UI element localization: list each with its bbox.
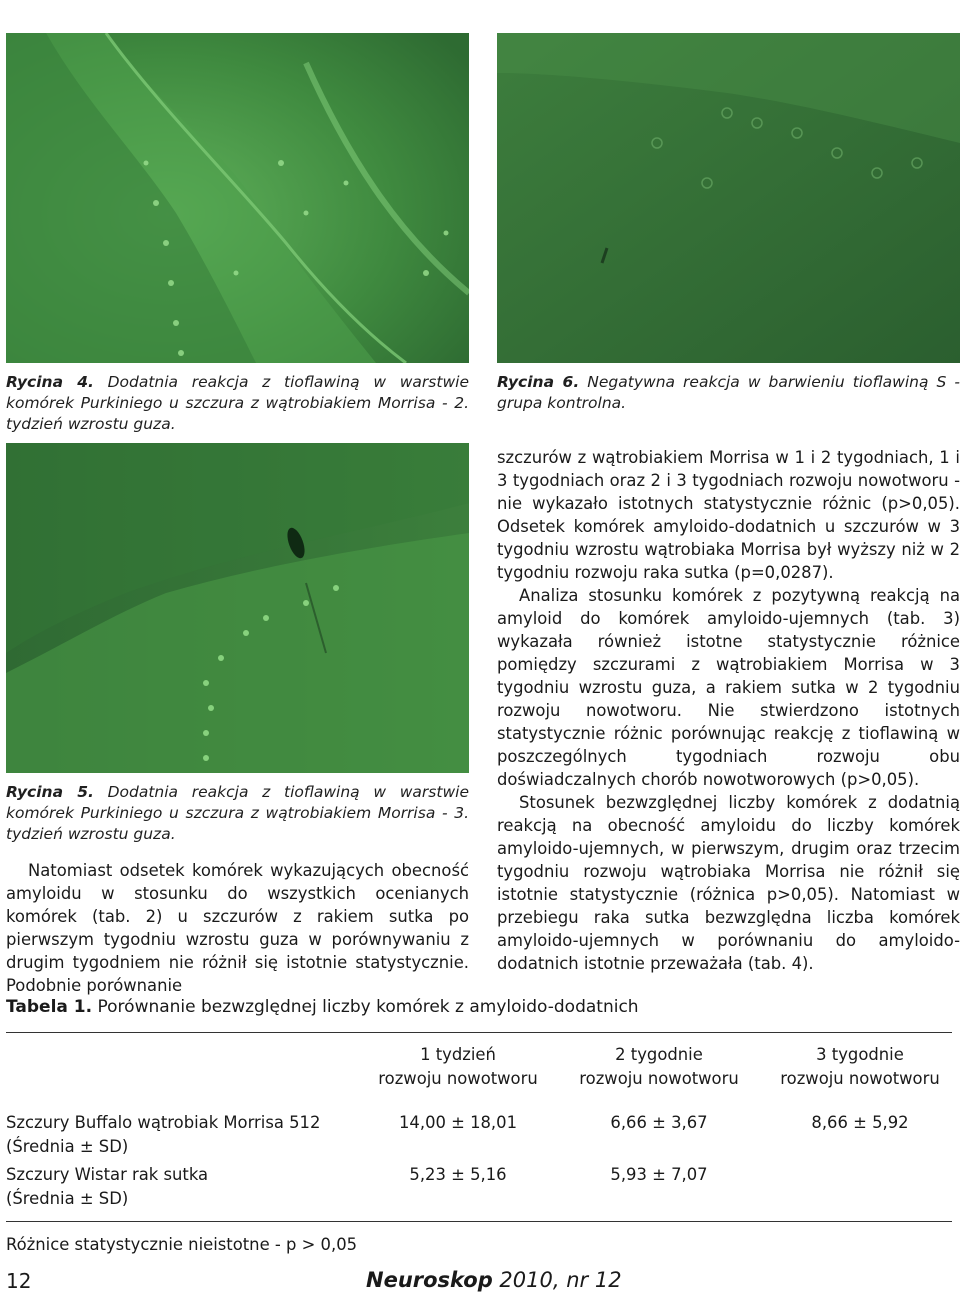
- journal-footer: [366, 1268, 622, 1292]
- table-cell-wistar-week-2: 5,93 ± 7,07: [610, 1165, 708, 1184]
- table-title-text: Porównanie bezwzględnej liczby komórek z amyloido-dodatnich: [97, 997, 639, 1017]
- left-paragraph-1: Natomiast odsetek komórek wykazujących obecność amyloidu w stosunku do wszystkich ocenianych komórek (tab. 2) u szczurów z rakiem sutka po pierwszym tygodniu wzrostu guza w porównywaniu z drugim tygodniem nie różnił się istotnie statystycznie. Podobnie porównanie: [6, 861, 469, 995]
- column-header-week-1: 1 tydzień rozwoju nowotworu: [378, 1045, 538, 1088]
- figure-6-caption: [497, 372, 960, 414]
- table-cell-buffalo-week-3: 8,66 ± 5,92: [811, 1113, 909, 1132]
- table-cell-wistar-week-1: 5,23 ± 5,16: [409, 1165, 507, 1184]
- table-row-label-wistar: Szczury Wistar rak sutka (Średnia ± SD): [6, 1165, 209, 1208]
- figure-6-caption-text: Negatywna reakcja w barwieniu tioflawiną S - grupa kontrolna.: [497, 373, 960, 412]
- table-title: [6, 997, 639, 1017]
- figure-6-label: Rycina 6.: [497, 373, 580, 391]
- table-cell-buffalo-week-1: 14,00 ± 18,01: [399, 1113, 517, 1132]
- figure-5-caption-text: Dodatnia reakcja z tioflawiną w warstwie komórek Purkiniego u szczura z wątrobiakiem Morrisa - 3. tydzień wzrostu guza.: [6, 783, 469, 843]
- figure-4-image: [6, 33, 469, 363]
- table-label: Tabela 1.: [6, 997, 93, 1017]
- figure-6-image: [497, 33, 960, 363]
- left-column-text: [6, 859, 469, 997]
- figure-5-caption: [6, 782, 469, 845]
- table-top-rule: [6, 1032, 952, 1033]
- right-paragraph-1: szczurów z wątrobiakiem Morrisa w 1 i 2 tygodniach, 1 i 3 tygodniach oraz 2 i 3 tygodniach rozwoju nowotworu - nie wykazało istotnych statystycznie różnic (p>0,05). Odsetek komórek amyloido-dodatnich u szczurów w 3 tygodniu wzrostu wątrobiaka Morrisa był wyższy niż w 2 tygodniu rozwoju raka sutka (p=0,0287).: [497, 448, 960, 582]
- table-footnote: Różnice statystycznie nieistotne - p > 0,05: [6, 1235, 358, 1254]
- figure-5-label: Rycina 5.: [6, 783, 94, 801]
- figure-5-image: [6, 443, 469, 773]
- journal-issue: 2010, nr 12: [499, 1268, 622, 1292]
- table-bottom-rule: [6, 1221, 952, 1222]
- right-column-text: [497, 446, 960, 975]
- figure-4-caption: [6, 372, 469, 435]
- right-paragraph-2: Analiza stosunku komórek z pozytywną reakcją na amyloid do komórek amyloido-ujemnych (tab. 3) wykazała również istotne statystycznie różnice pomiędzy szczurami z wątrobiakiem Morrisa w 3 tygodniu wzrostu guza, a rakiem sutka w 2 tygodniu rozwoju nowotworu. Nie stwierdzono istotnych statystycznie różnic porównując reakcję z tioflawiną w poszczególnych tygodniach rozwoju obu doświadczalnych chorób nowotworowych (p>0,05).: [497, 586, 960, 789]
- figure-4-label: Rycina 4.: [6, 373, 94, 391]
- journal-name: Neuroskop: [366, 1268, 493, 1292]
- figure-4-caption-text: Dodatnia reakcja z tioflawiną w warstwie komórek Purkiniego u szczura z wątrobiakiem Morrisa - 2. tydzień wzrostu guza.: [6, 373, 469, 433]
- right-paragraph-3: Stosunek bezwzględnej liczby komórek z dodatnią reakcją na obecność amyloidu do liczby komórek amyloido-ujemnych, w pierwszym, drugim oraz trzecim tygodniu rozwoju wątrobiaka Morrisa nie różnił się istotnie statystycznie (różnica p>0,05). Natomiast w przebiegu raka sutka bezwzględna liczba komórek amyloido-ujemnych w porównaniu do amyloido-dodatnich istotnie przeważała (tab. 4).: [497, 793, 960, 973]
- table-row-label-buffalo: Szczury Buffalo wątrobiak Morrisa 512 (Średnia ± SD): [6, 1113, 321, 1156]
- table-cell-buffalo-week-2: 6,66 ± 3,67: [610, 1113, 708, 1132]
- column-header-week-2: 2 tygodnie rozwoju nowotworu: [579, 1045, 739, 1088]
- column-header-week-3: 3 tygodnie rozwoju nowotworu: [780, 1045, 940, 1088]
- page-number: 12: [6, 1269, 32, 1293]
